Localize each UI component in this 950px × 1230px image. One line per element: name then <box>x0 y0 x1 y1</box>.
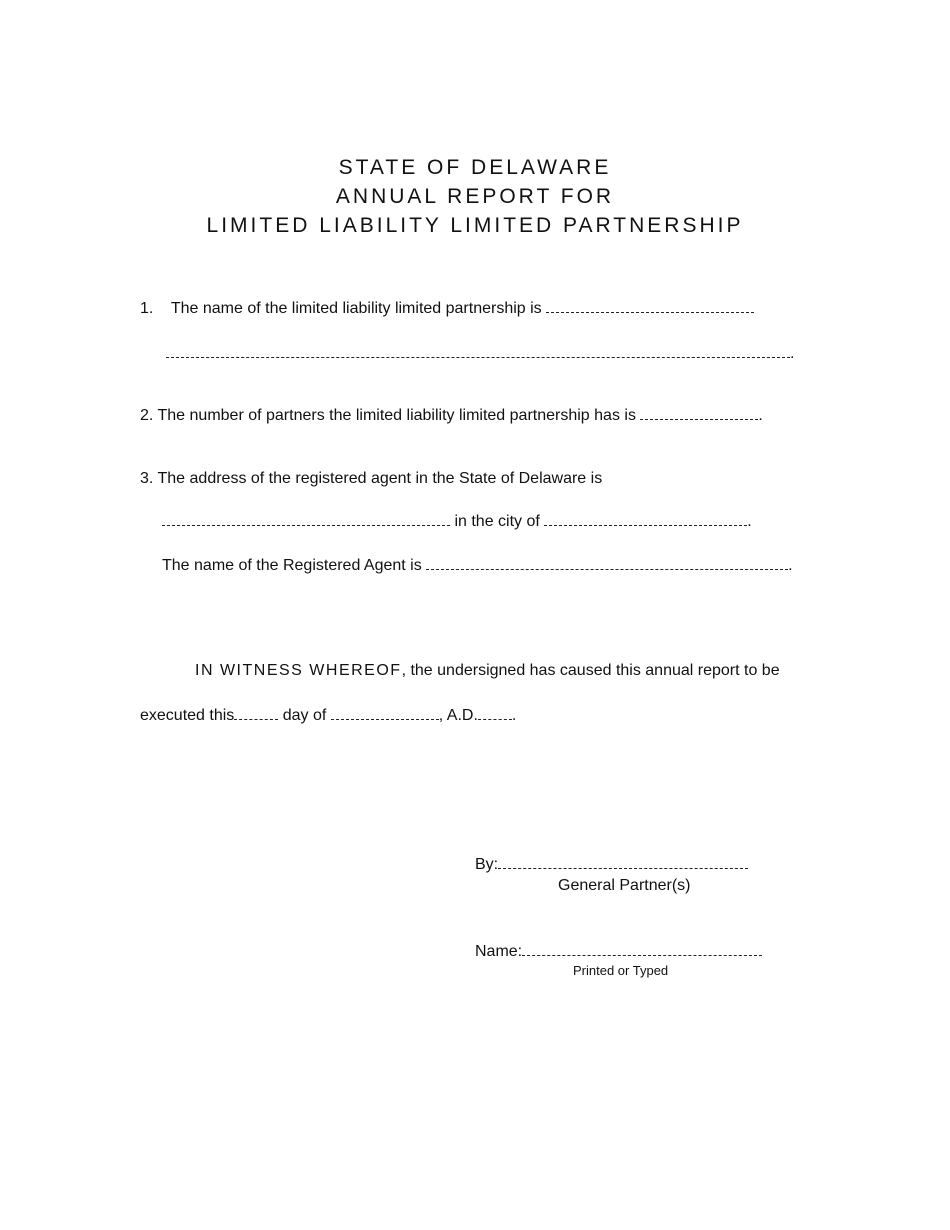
period: . <box>747 513 752 530</box>
by-line <box>475 854 748 875</box>
item-1-number: 1. <box>140 300 154 317</box>
item-3-address-line <box>162 511 752 532</box>
day-field[interactable] <box>234 705 278 720</box>
item-3-text: 3. The address of the registered agent in the State of Delaware is <box>140 470 603 487</box>
partnership-name-field-1[interactable] <box>546 298 754 313</box>
city-label: in the city of <box>454 513 540 530</box>
title-line-3: LIMITED LIABILITY LIMITED PARTNERSHIP <box>206 214 744 237</box>
partnership-name-field-2[interactable] <box>166 343 790 358</box>
item-3 <box>140 469 602 489</box>
printed-or-typed-caption: Printed or Typed <box>573 963 669 978</box>
by-label: By: <box>475 856 499 873</box>
month-field[interactable] <box>331 705 439 720</box>
executed-label: executed this <box>140 707 235 724</box>
item-2 <box>140 405 763 426</box>
agent-name-field[interactable] <box>426 555 788 570</box>
agent-address-field[interactable] <box>162 511 450 526</box>
period: . <box>758 407 763 424</box>
agent-name-label: The name of the Registered Agent is <box>162 557 422 574</box>
year-field[interactable] <box>478 705 512 720</box>
item-1-continued <box>166 343 794 364</box>
title-line-1: STATE OF DELAWARE <box>338 156 612 179</box>
name-line <box>475 941 762 962</box>
period: . <box>788 557 793 574</box>
printed-name-field[interactable] <box>522 941 762 956</box>
ad-label: , A.D. <box>438 707 478 724</box>
signature-field[interactable] <box>498 854 748 869</box>
period: . <box>511 707 517 724</box>
item-1-text: The name of the limited liability limited partnership is <box>170 300 542 317</box>
name-label: Name: <box>475 943 523 960</box>
witness-rest: , the undersigned has caused this annual report to be <box>401 662 780 679</box>
day-of-label: day of <box>282 707 327 724</box>
city-field[interactable] <box>544 511 747 526</box>
executed-line <box>140 705 516 726</box>
item-1 <box>140 298 754 319</box>
witness-line <box>195 661 780 681</box>
witness-lead: IN WITNESS WHEREOF <box>195 662 402 679</box>
period: . <box>790 345 795 362</box>
item-3-agent-line <box>162 555 793 576</box>
item-2-text: 2. The number of partners the limited liability limited partnership has is <box>140 407 636 424</box>
number-of-partners-field[interactable] <box>640 405 758 420</box>
general-partner-caption: General Partner(s) <box>558 877 691 894</box>
title-line-2: ANNUAL REPORT FOR <box>335 185 615 208</box>
